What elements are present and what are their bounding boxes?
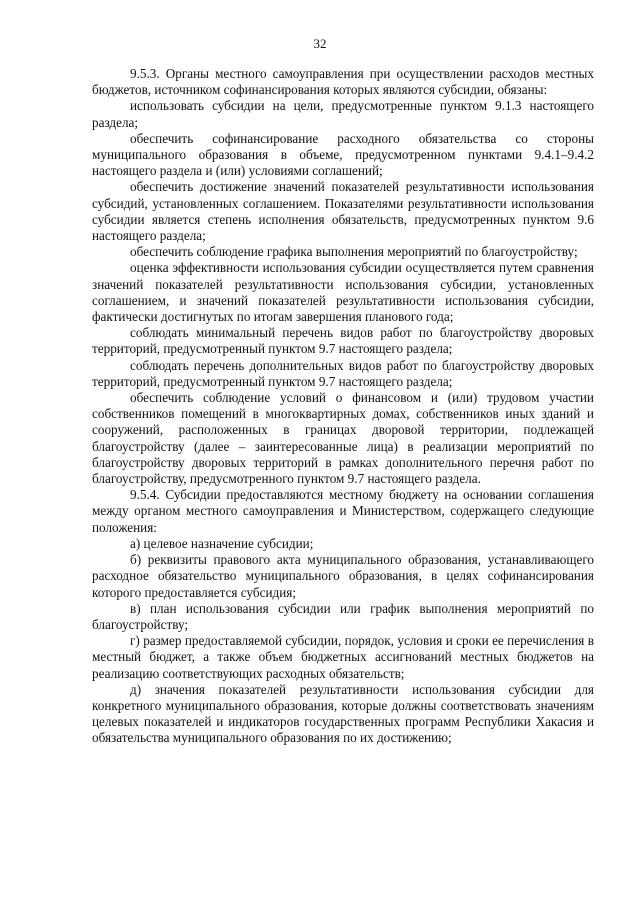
paragraph: обеспечить достижение значений показателей результативности использования субсидий, установленных соглашением. Показателями результативности использования субсидии является степень исполнения обязательств, предусмотренных пунктом 9.6 настоящего раздела; (92, 179, 594, 244)
paragraph: д) значения показателей результативности использования субсидии для конкретного муниципального образования, которые должны соответствовать значениям целевых показателей и индикаторов государственных программ Республики Хакасия и обязательства муниципального образования по их достижению; (92, 681, 594, 746)
paragraph: 9.5.3. Органы местного самоуправления при осуществлении расходов местных бюджетов, источником софинансирования которых являются субсидии, обязаны: (92, 66, 594, 98)
paragraph: 9.5.4. Субсидии предоставляются местному бюджету на основании соглашения между органом местного самоуправления и Министерством, содержащего следующие положения: (92, 487, 594, 535)
document-body (92, 66, 594, 747)
paragraph: в) план использования субсидии или график выполнения мероприятий по благоустройству; (92, 600, 594, 632)
paragraph: обеспечить соблюдение графика выполнения мероприятий по благоустройству; (130, 244, 578, 260)
page-number: 32 (313, 36, 327, 51)
paragraph: оценка эффективности использования субсидии осуществляется путем сравнения значений показателей результативности использования субсидии, установленных соглашением, и значений показателей результативности использования субсидии, фактически достигнутых по итогам завершения планового года; (92, 260, 594, 325)
paragraph: г) размер предоставляемой субсидии, порядок, условия и сроки ее перечисления в местный бюджет, а также объем бюджетных ассигнований местных бюджетов на реализацию соответствующих расходных обязательств; (92, 633, 594, 681)
paragraph: обеспечить соблюдение условий о финансовом и (или) трудовом участии собственников помещений в многоквартирных домах, собственников иных зданий и сооружений, расположенных в границах дворовой территории, подлежащей благоустройству (далее – заинтересованные лица) в реализации мероприятий по благоустройству дворовых территорий в рамках дополнительного перечня работ по благоустройству, предусмотренного пунктом 9.7 настоящего раздела. (92, 390, 594, 487)
paragraph: соблюдать минимальный перечень видов работ по благоустройству дворовых территорий, предусмотренный пунктом 9.7 настоящего раздела; (92, 325, 594, 357)
paragraph: соблюдать перечень дополнительных видов работ по благоустройству дворовых территорий, предусмотренный пунктом 9.7 настоящего раздела; (92, 357, 594, 389)
paragraph: использовать субсидии на цели, предусмотренные пунктом 9.1.3 настоящего раздела; (92, 98, 594, 130)
paragraph: обеспечить софинансирование расходного обязательства со стороны муниципального образования в объеме, предусмотренном пунктами 9.4.1–9.4.2 настоящего раздела и (или) условиями соглашений; (92, 130, 594, 179)
paragraph: б) реквизиты правового акта муниципального образования, устанавливающего расходное обязательство муниципального образования, в целях софинансирования которого предоставляется субсидия; (92, 552, 594, 600)
paragraph: а) целевое назначение субсидии; (130, 535, 314, 551)
